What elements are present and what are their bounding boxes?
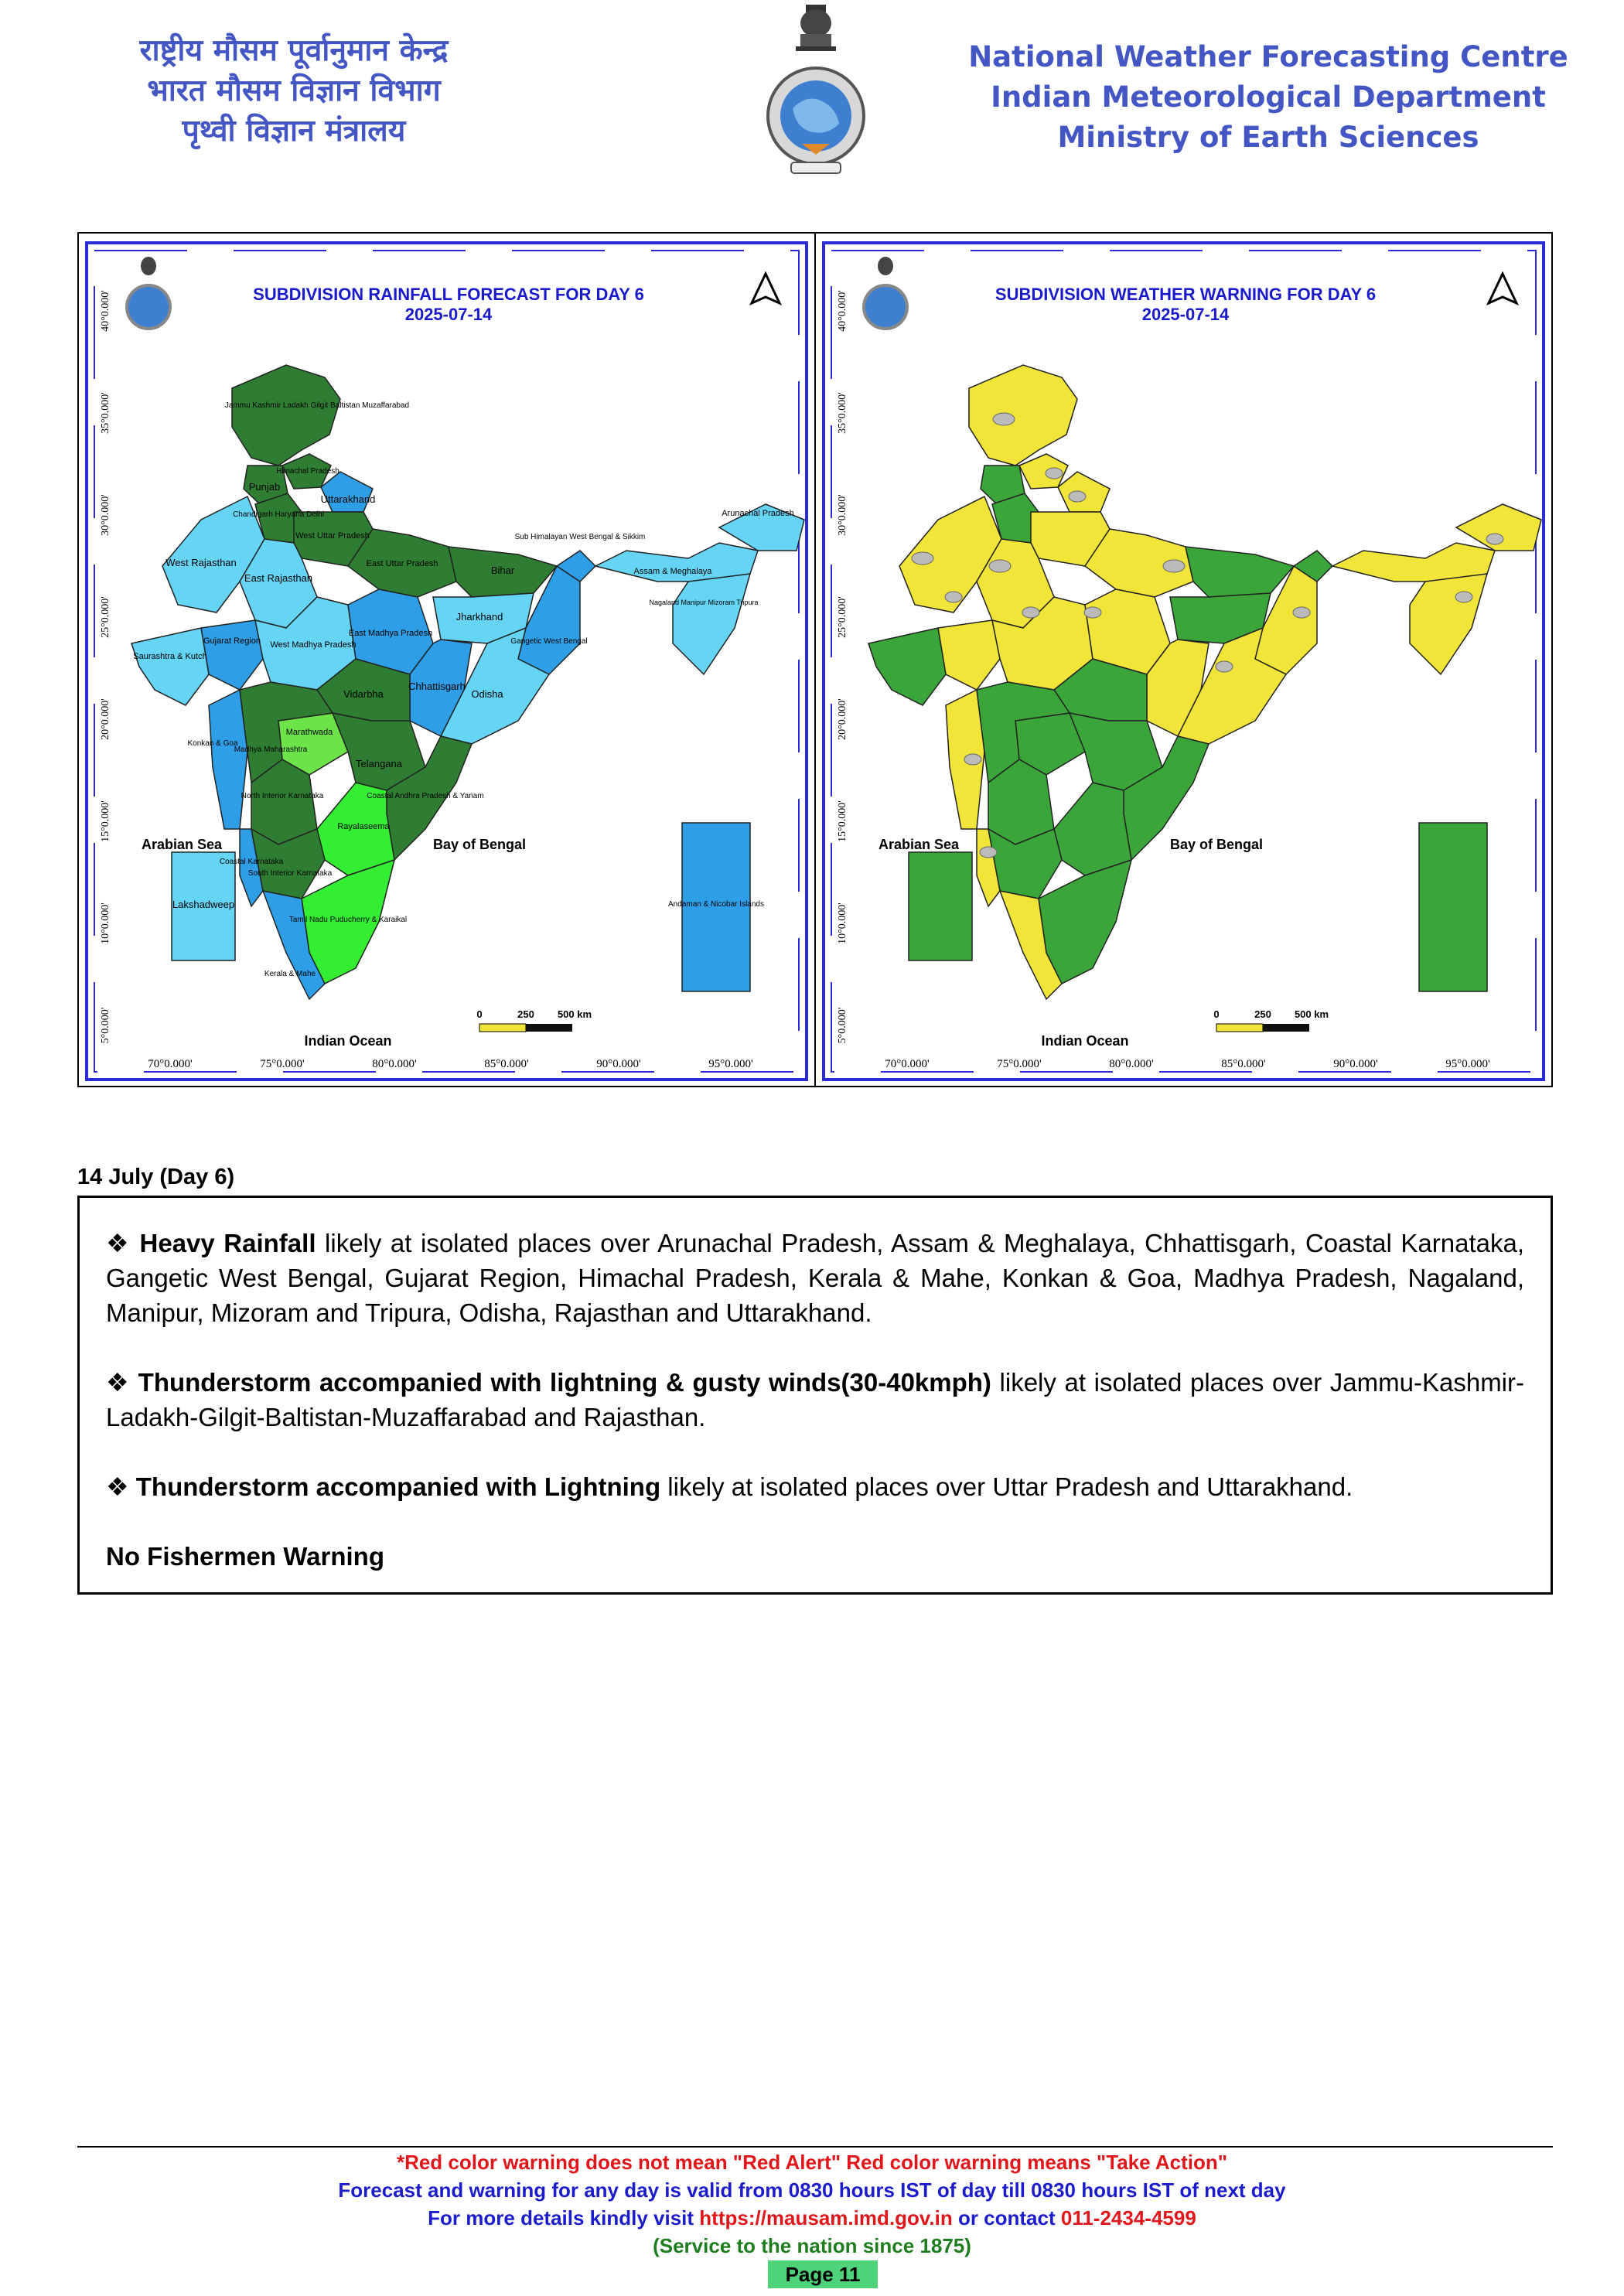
day-heading: 14 July (Day 6) <box>77 1165 235 1189</box>
warning-text: likely at isolated places over Arunachal Pradesh, Assam & Meghalaya, Chhattisgarh, Coastal Karnataka, Gangetic West Bengal, Gujarat Region, Himachal Pradesh, Kerala & Mahe, Konkan & Goa, Madhya Pradesh, Nagaland, Manipur, Mizoram and Tripura, Odisha, Rajasthan and Uttarakhand. <box>106 1229 1525 1327</box>
label-kerala: Kerala & Mahe <box>264 970 316 978</box>
lon-label: 90°0.000' <box>1333 1058 1378 1070</box>
warning-thunderstorm-lightning <box>106 1469 1524 1504</box>
footer-contact-line <box>0 2204 1624 2232</box>
no-fishermen-warning: No Fishermen Warning <box>106 1542 384 1571</box>
lon-label: 70°0.000' <box>148 1058 193 1070</box>
label-andaman: Andaman & Nicobar Islands <box>668 900 764 909</box>
lon-label: 75°0.000' <box>260 1058 305 1070</box>
rain-cloud-icon <box>1486 534 1503 544</box>
lat-label: 40°0.000' <box>100 290 111 332</box>
warning-thunderstorm-gusty <box>106 1365 1524 1435</box>
label-west-raj: West Rajasthan <box>165 557 237 568</box>
label-cap: Coastal Andhra Pradesh & Yanam <box>367 792 484 800</box>
label-madhya-maha: Madhya Maharashtra <box>234 745 308 754</box>
label-punjab: Punjab <box>248 481 281 493</box>
hindi-line-1: राष्ट्रीय मौसम पूर्वानुमान केन्द्र <box>139 33 449 68</box>
rain-cloud-icon <box>1022 607 1039 618</box>
label-gwb: Gangetic West Bengal <box>510 637 588 646</box>
scale-end: 500 km <box>1294 1008 1329 1020</box>
scale-zero: 0 <box>476 1008 483 1020</box>
footer-red-note: *Red color warning does not mean "Red Alert" Red color warning means "Take Action" <box>396 2151 1228 2174</box>
lon-label: 70°0.000' <box>885 1058 930 1070</box>
map-panels <box>77 232 1553 1087</box>
label-uttarakhand: Uttarakhand <box>320 493 376 505</box>
english-line-3: Ministry of Earth Sciences <box>1057 121 1479 154</box>
label-ck: Coastal Karnataka <box>219 858 284 866</box>
label-nmmt: Nagaland Manipur Mizoram Tripura <box>649 599 759 606</box>
label-assam: Assam & Meghalaya <box>633 567 712 576</box>
rain-map-date: 2025-07-14 <box>404 305 493 324</box>
hindi-line-3: पृथ्वी विज्ञान मंत्रालय <box>182 114 406 148</box>
english-line-2: Indian Meteorological Department <box>991 80 1546 114</box>
lat-label: 40°0.000' <box>837 290 848 332</box>
footer-validity-note: Forecast and warning for any day is valid from 0830 hours IST of day till 0830 hours IST of next day <box>338 2178 1286 2202</box>
rain-cloud-icon <box>1455 592 1472 602</box>
label-east-raj: East Rajasthan <box>244 572 313 584</box>
scale-end: 500 km <box>557 1008 592 1020</box>
bullet-diamond-icon: ❖ <box>106 1367 131 1397</box>
weather-warning-map <box>822 241 1545 1081</box>
warning-map-title: SUBDIVISION WEATHER WARNING FOR DAY 6 <box>995 285 1377 304</box>
english-line-1: National Weather Forecasting Centre <box>968 40 1568 73</box>
label-marathwada: Marathwada <box>285 728 333 737</box>
rain-cloud-icon <box>1069 491 1086 502</box>
label-haryana: Chandigarh Haryana Delhi <box>233 510 324 519</box>
lat-label: 25°0.000' <box>837 596 848 638</box>
rainfall-forecast-map <box>85 241 808 1081</box>
label-lakshadweep: Lakshadweep <box>172 899 235 910</box>
label-arunachal: Arunachal Pradesh <box>722 509 794 518</box>
wregion-lakshadweep <box>909 852 972 960</box>
lon-label: 85°0.000' <box>484 1058 529 1070</box>
label-sik: South Interior Karnataka <box>247 869 333 878</box>
warning-title: Thunderstorm accompanied with lightning & gusty winds(30-40kmph) <box>138 1368 991 1397</box>
lon-label: 80°0.000' <box>1109 1058 1154 1070</box>
warning-text: likely at isolated places over Jammu-Kashmir-Ladakh-Gilgit-Baltistan-Muzaffarabad and Rajasthan. <box>106 1368 1524 1431</box>
lat-label: 35°0.000' <box>837 392 848 434</box>
label-shwb: Sub Himalayan West Bengal & Sikkim <box>514 533 646 541</box>
warning-title: Heavy Rainfall <box>139 1229 316 1257</box>
footer-phone: 011-2434-4599 <box>1060 2206 1196 2229</box>
lat-label: 5°0.000' <box>837 1007 848 1044</box>
label-arabian-sea: Arabian Sea <box>141 837 223 852</box>
lat-label: 10°0.000' <box>837 902 848 944</box>
thunderstorm-icon <box>1163 560 1185 572</box>
label-saurashtra: Saurashtra & Kutch <box>133 652 207 661</box>
bullet-diamond-icon: ❖ <box>106 1472 129 1502</box>
scale-zero: 0 <box>1213 1008 1220 1020</box>
label-indian-ocean: Indian Ocean <box>304 1033 392 1049</box>
label-west-up: West Uttar Pradesh <box>295 531 370 541</box>
label-chhattisgarh: Chhattisgarh <box>408 681 466 692</box>
lat-label: 20°0.000' <box>100 698 111 740</box>
warning-heavy-rainfall <box>106 1226 1524 1330</box>
footer-website-link[interactable]: https://mausam.imd.gov.in <box>699 2206 953 2229</box>
page-number: Page 11 <box>768 2260 878 2288</box>
label-tn: Tamil Nadu Puducherry & Karaikal <box>288 916 408 924</box>
rain-cloud-icon <box>945 592 962 602</box>
map-divider <box>814 234 816 1086</box>
thunderstorm-icon <box>989 560 1011 572</box>
lat-label: 30°0.000' <box>100 494 111 536</box>
lon-label: 95°0.000' <box>708 1058 753 1070</box>
label-rayalaseema: Rayalaseema <box>337 822 390 831</box>
footer-contact-prefix: For more details kindly visit <box>428 2206 700 2229</box>
warning-box <box>77 1196 1553 1595</box>
rain-cloud-icon <box>1293 607 1310 618</box>
rainfall-map-svg <box>85 241 808 1081</box>
rain-cloud-icon <box>980 847 997 858</box>
hindi-org-title <box>77 31 510 152</box>
rain-map-title: SUBDIVISION RAINFALL FORECAST FOR DAY 6 <box>253 285 644 304</box>
bullet-diamond-icon: ❖ <box>106 1228 131 1258</box>
label-arabian-sea: Arabian Sea <box>878 837 960 852</box>
rain-cloud-icon <box>1216 661 1233 672</box>
label-odisha: Odisha <box>471 688 503 700</box>
warning-title: Thunderstorm accompanied with Lightning <box>135 1472 661 1501</box>
scale-mid: 250 <box>1254 1008 1271 1020</box>
lat-label: 25°0.000' <box>100 596 111 638</box>
lat-label: 35°0.000' <box>100 392 111 434</box>
warning-map-date: 2025-07-14 <box>1141 305 1230 324</box>
hindi-line-2: भारत मौसम विज्ञान विभाग <box>147 73 441 108</box>
warning-text: likely at isolated places over Uttar Pradesh and Uttarakhand. <box>660 1472 1353 1501</box>
lon-label: 95°0.000' <box>1445 1058 1490 1070</box>
label-east-up: East Uttar Pradesh <box>366 559 438 568</box>
lat-label: 15°0.000' <box>837 800 848 842</box>
thunderstorm-icon <box>993 413 1015 425</box>
english-org-title <box>967 37 1570 158</box>
warning-map-svg <box>822 241 1545 1081</box>
rain-cloud-icon <box>1046 468 1063 479</box>
label-bihar: Bihar <box>490 565 515 576</box>
lat-label: 5°0.000' <box>100 1007 111 1044</box>
thunderstorm-icon <box>912 552 933 565</box>
label-hp: Himachal Pradesh <box>276 467 339 476</box>
label-gujarat: Gujarat Region <box>203 636 261 646</box>
label-indian-ocean: Indian Ocean <box>1041 1033 1129 1049</box>
lon-label: 75°0.000' <box>997 1058 1042 1070</box>
footer-contact-mid: or contact <box>952 2206 1061 2229</box>
lat-label: 15°0.000' <box>100 800 111 842</box>
lon-label: 90°0.000' <box>596 1058 641 1070</box>
wregion-andaman <box>1419 823 1487 991</box>
lat-label: 10°0.000' <box>100 902 111 944</box>
label-west-mp: West Madhya Pradesh <box>270 640 357 650</box>
rain-cloud-icon <box>964 754 981 765</box>
label-vidarbha: Vidarbha <box>343 688 384 700</box>
footer-rule <box>77 2146 1553 2148</box>
scale-mid: 250 <box>517 1008 534 1020</box>
label-konkan: Konkan & Goa <box>187 739 238 748</box>
label-nik: North Interior Karnataka <box>241 792 324 800</box>
footer-service-note: (Service to the nation since 1875) <box>653 2234 971 2257</box>
lon-label: 80°0.000' <box>372 1058 417 1070</box>
label-bay-of-bengal: Bay of Bengal <box>1169 837 1264 852</box>
label-bay-of-bengal: Bay of Bengal <box>432 837 527 852</box>
label-jk: Jammu Kashmir Ladakh Gilgit Baltistan Muzaffarabad <box>224 401 410 410</box>
rain-cloud-icon <box>1084 607 1101 618</box>
label-telangana: Telangana <box>356 758 402 769</box>
label-east-mp: East Madhya Pradesh <box>348 629 433 638</box>
lat-label: 30°0.000' <box>837 494 848 536</box>
lon-label: 85°0.000' <box>1221 1058 1266 1070</box>
label-jharkhand: Jharkhand <box>455 611 503 623</box>
lat-label: 20°0.000' <box>837 698 848 740</box>
imd-emblem-logo <box>762 0 870 186</box>
